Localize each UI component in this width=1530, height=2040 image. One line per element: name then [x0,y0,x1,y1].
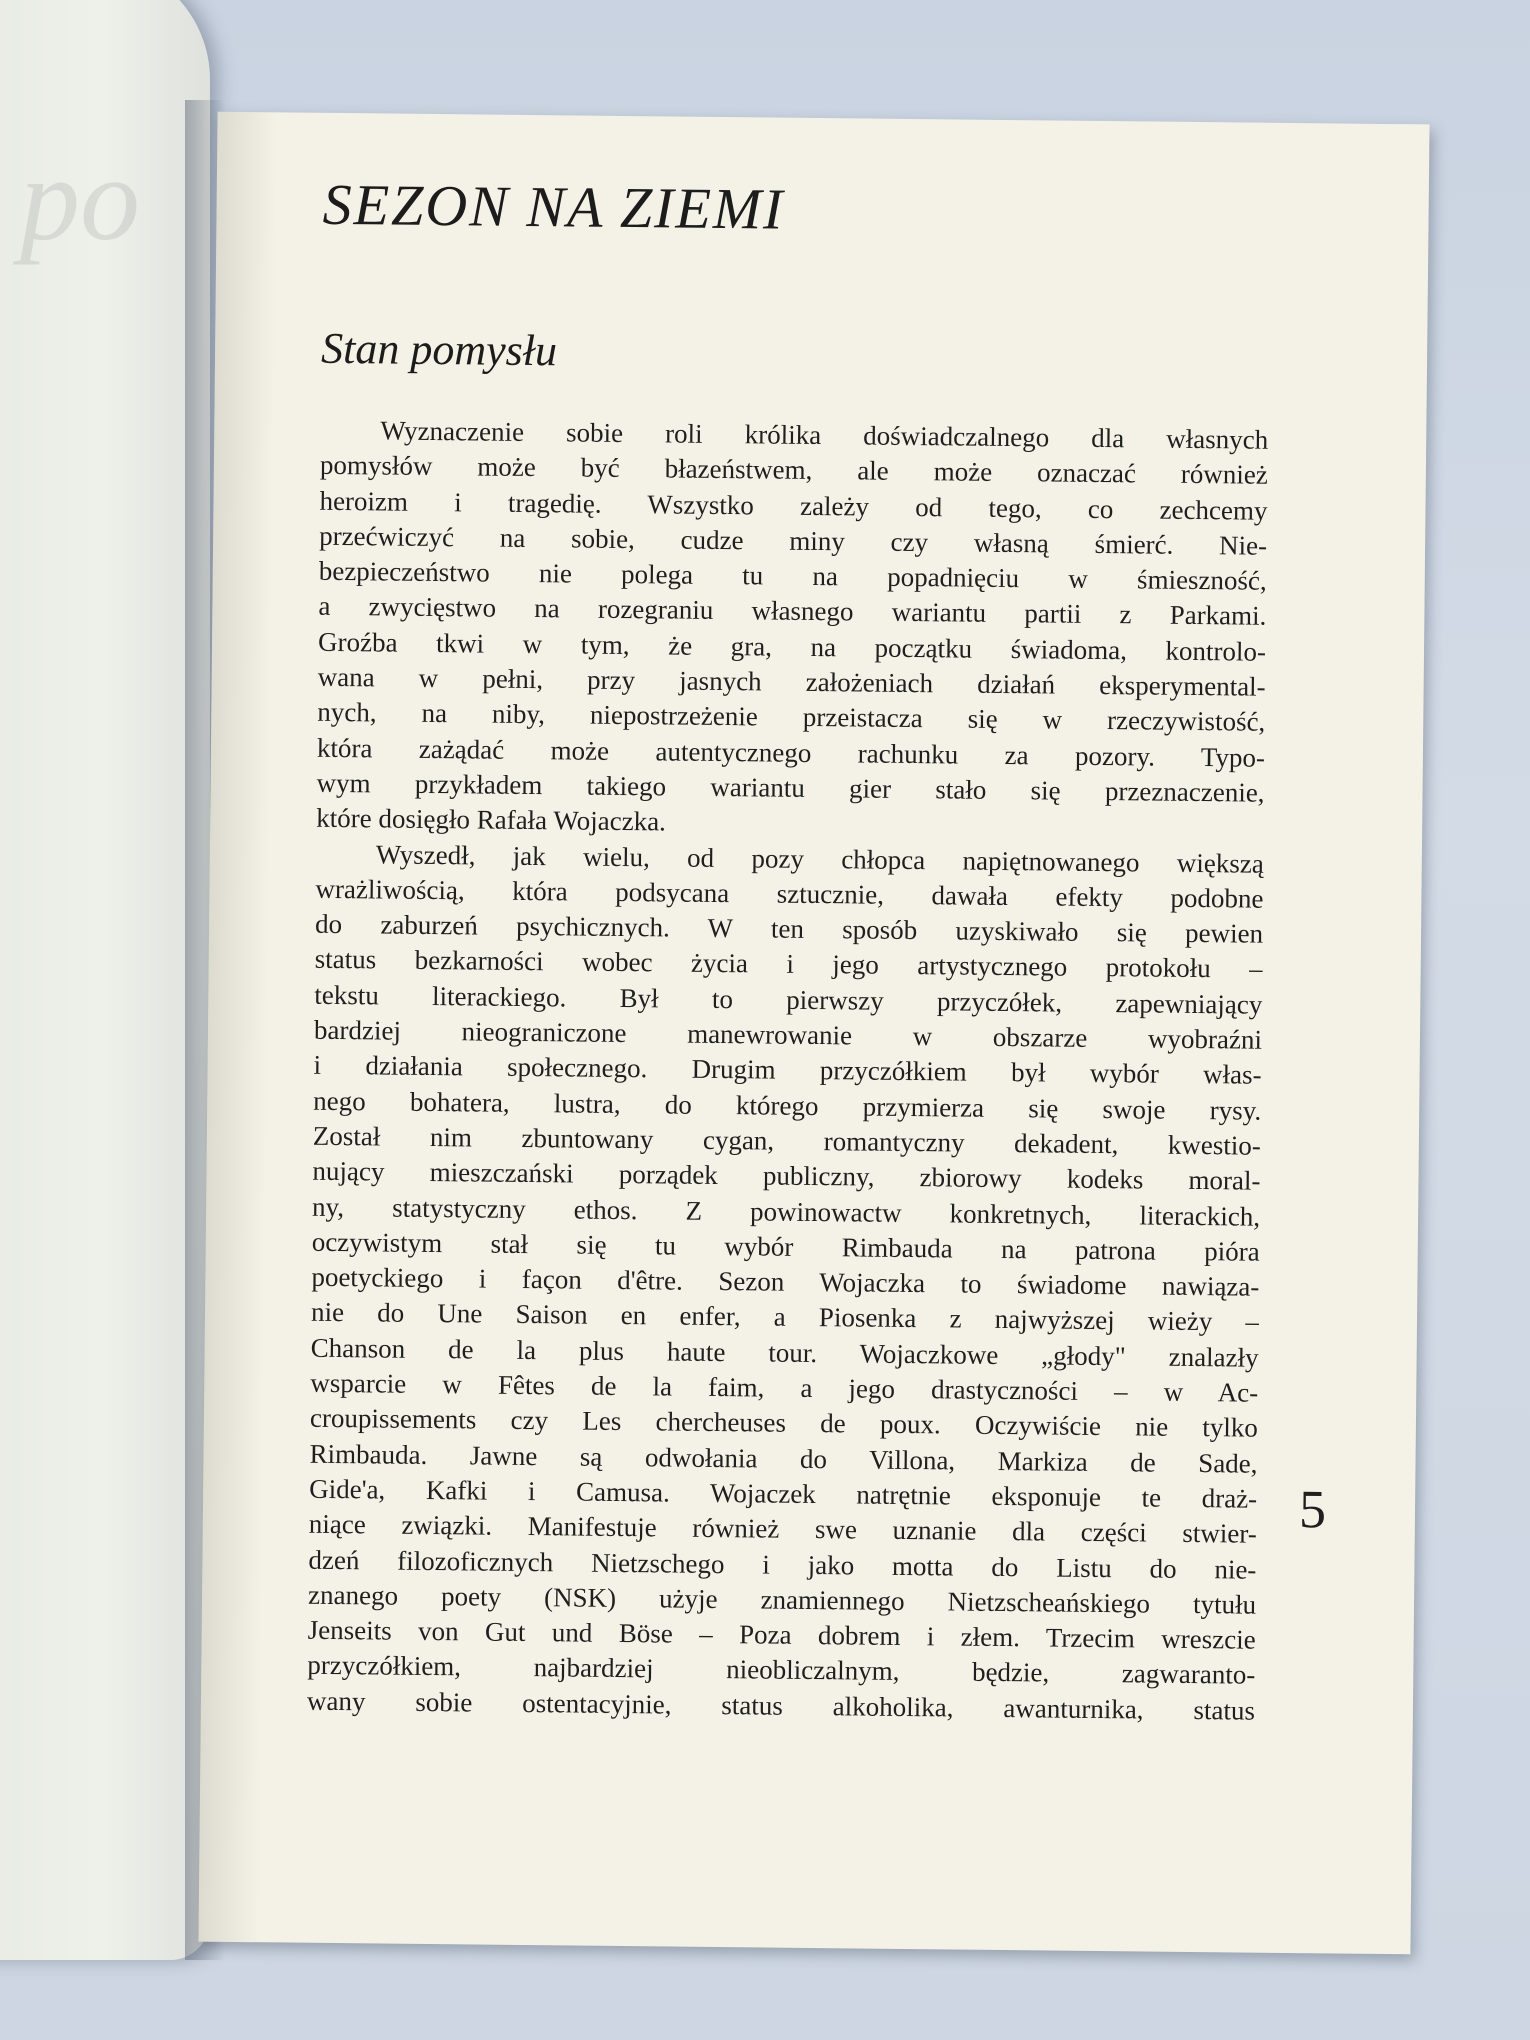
text-line: przyczółkiem, najbardziej nieobliczalnym, będzie, zagwaranto- [307,1650,1256,1691]
text-line: znanego poety (NSK) użyje znamiennego Nietzscheańskiego tytułu [307,1579,1257,1620]
text-line: bezpieczeństwo nie polega tu na popadnięciu w śmieszność, [318,555,1267,596]
text-line: tekstu literackiego. Był to pierwszy przyczółek, zapewniający [314,979,1263,1020]
body-text [307,413,1269,1729]
text-line: poetyckiego i façon d'être. Sezon Wojaczka to świadome nawiąza- [311,1261,1260,1302]
text-line: pomysłów może być błazeństwem, ale może oznaczać również [319,450,1269,491]
book-page [198,112,1429,1955]
text-line: Gide'a, Kafki i Camusa. Wojaczek natrętnie eksponuje te draż- [309,1473,1258,1514]
text-line: dzeń filozoficznych Nietzschego i jako motta do Listu do nie- [308,1544,1257,1585]
text-line: która zażądać może autentycznego rachunku za pozory. Typo- [316,732,1266,773]
text-line: wana w pełni, przy jasnych założeniach działań eksperymental- [317,661,1266,702]
text-line: bardziej nieograniczone manewrowanie w obszarze wyobraźni [313,1014,1263,1055]
text-line: Rimbauda. Jawne są odwołania do Villona, Markiza de Sade, [309,1438,1258,1479]
previous-page [0,0,210,1960]
text-line: wany sobie ostentacyjnie, status alkoholika, awanturnika, status [306,1685,1256,1726]
text-line: które dosięgło Rafała Wojaczka. [316,803,667,837]
text-line: nie do Une Saison en enfer, a Piosenka z najwyższej wieży – [310,1297,1260,1338]
text-line: i działania społecznego. Drugim przyczółkiem był wybór włas- [313,1050,1262,1091]
section-title: Stan pomysłu [320,323,558,376]
text-line: oczywistym stał się tu wybór Rimbauda na patrona pióra [311,1226,1260,1267]
text-line: wrażliwością, która podsycana sztucznie, dawała efekty podobne [315,873,1264,914]
text-line: Został nim zbuntowany cygan, romantyczny dekadent, kwestio- [312,1120,1262,1161]
text-line: przećwiczyć na sobie, cudze miny czy własną śmierć. Nie- [319,520,1268,561]
chapter-title: SEZON NA ZIEMI [322,171,785,242]
text-line: Wyznaczenie sobie roli królika doświadczalnego dla własnych [380,415,1269,455]
text-line: niące związki. Manifestuje również swe uznanie dla części stwier- [308,1508,1257,1549]
text-line: ny, statystyczny ethos. Z powinowactw konkretnych, literackich, [312,1191,1261,1232]
text-line: a zwycięstwo na rozegraniu własnego wariantu partii z Parkami. [318,591,1267,632]
page-number: 5 [1298,1479,1327,1540]
text-line: wym przykładem takiego wariantu gier stało się przeznaczenie, [316,767,1265,808]
show-through-text: po [20,132,140,265]
text-line: nych, na niby, niepostrzeżenie przeistacza się w rzeczywistość, [317,697,1266,738]
text-line: heroizm i tragedię. Wszystko zależy od tego, co zechcemy [319,485,1268,526]
text-line: Wyszedł, jak wielu, od pozy chłopca napiętnowanego większą [375,838,1264,879]
text-line: Chanson de la plus haute tour. Wojaczkowe „głody" znalazły [310,1332,1259,1373]
text-line: wsparcie w Fêtes de la faim, a jego drastyczności – w Ac- [310,1367,1259,1408]
text-line: croupissements czy Les chercheuses de poux. Oczywiście nie tylko [309,1403,1259,1443]
text-line: status bezkarności wobec życia i jego artystycznego protokołu – [314,944,1263,985]
text-line: Groźba tkwi w tym, że gra, na początku świadoma, kontrolo- [317,626,1267,667]
text-line: nego bohatera, lustra, do którego przymierza się swoje rysy. [313,1085,1262,1126]
text-line: nujący mieszczański porządek publiczny, zbiorowy kodeks moral- [312,1155,1261,1196]
text-line: do zaburzeń psychicznych. W ten sposób uzyskiwało się pewien [314,908,1264,949]
text-line: Jenseits von Gut und Böse – Poza dobrem i złem. Trzecim wreszcie [307,1614,1256,1655]
